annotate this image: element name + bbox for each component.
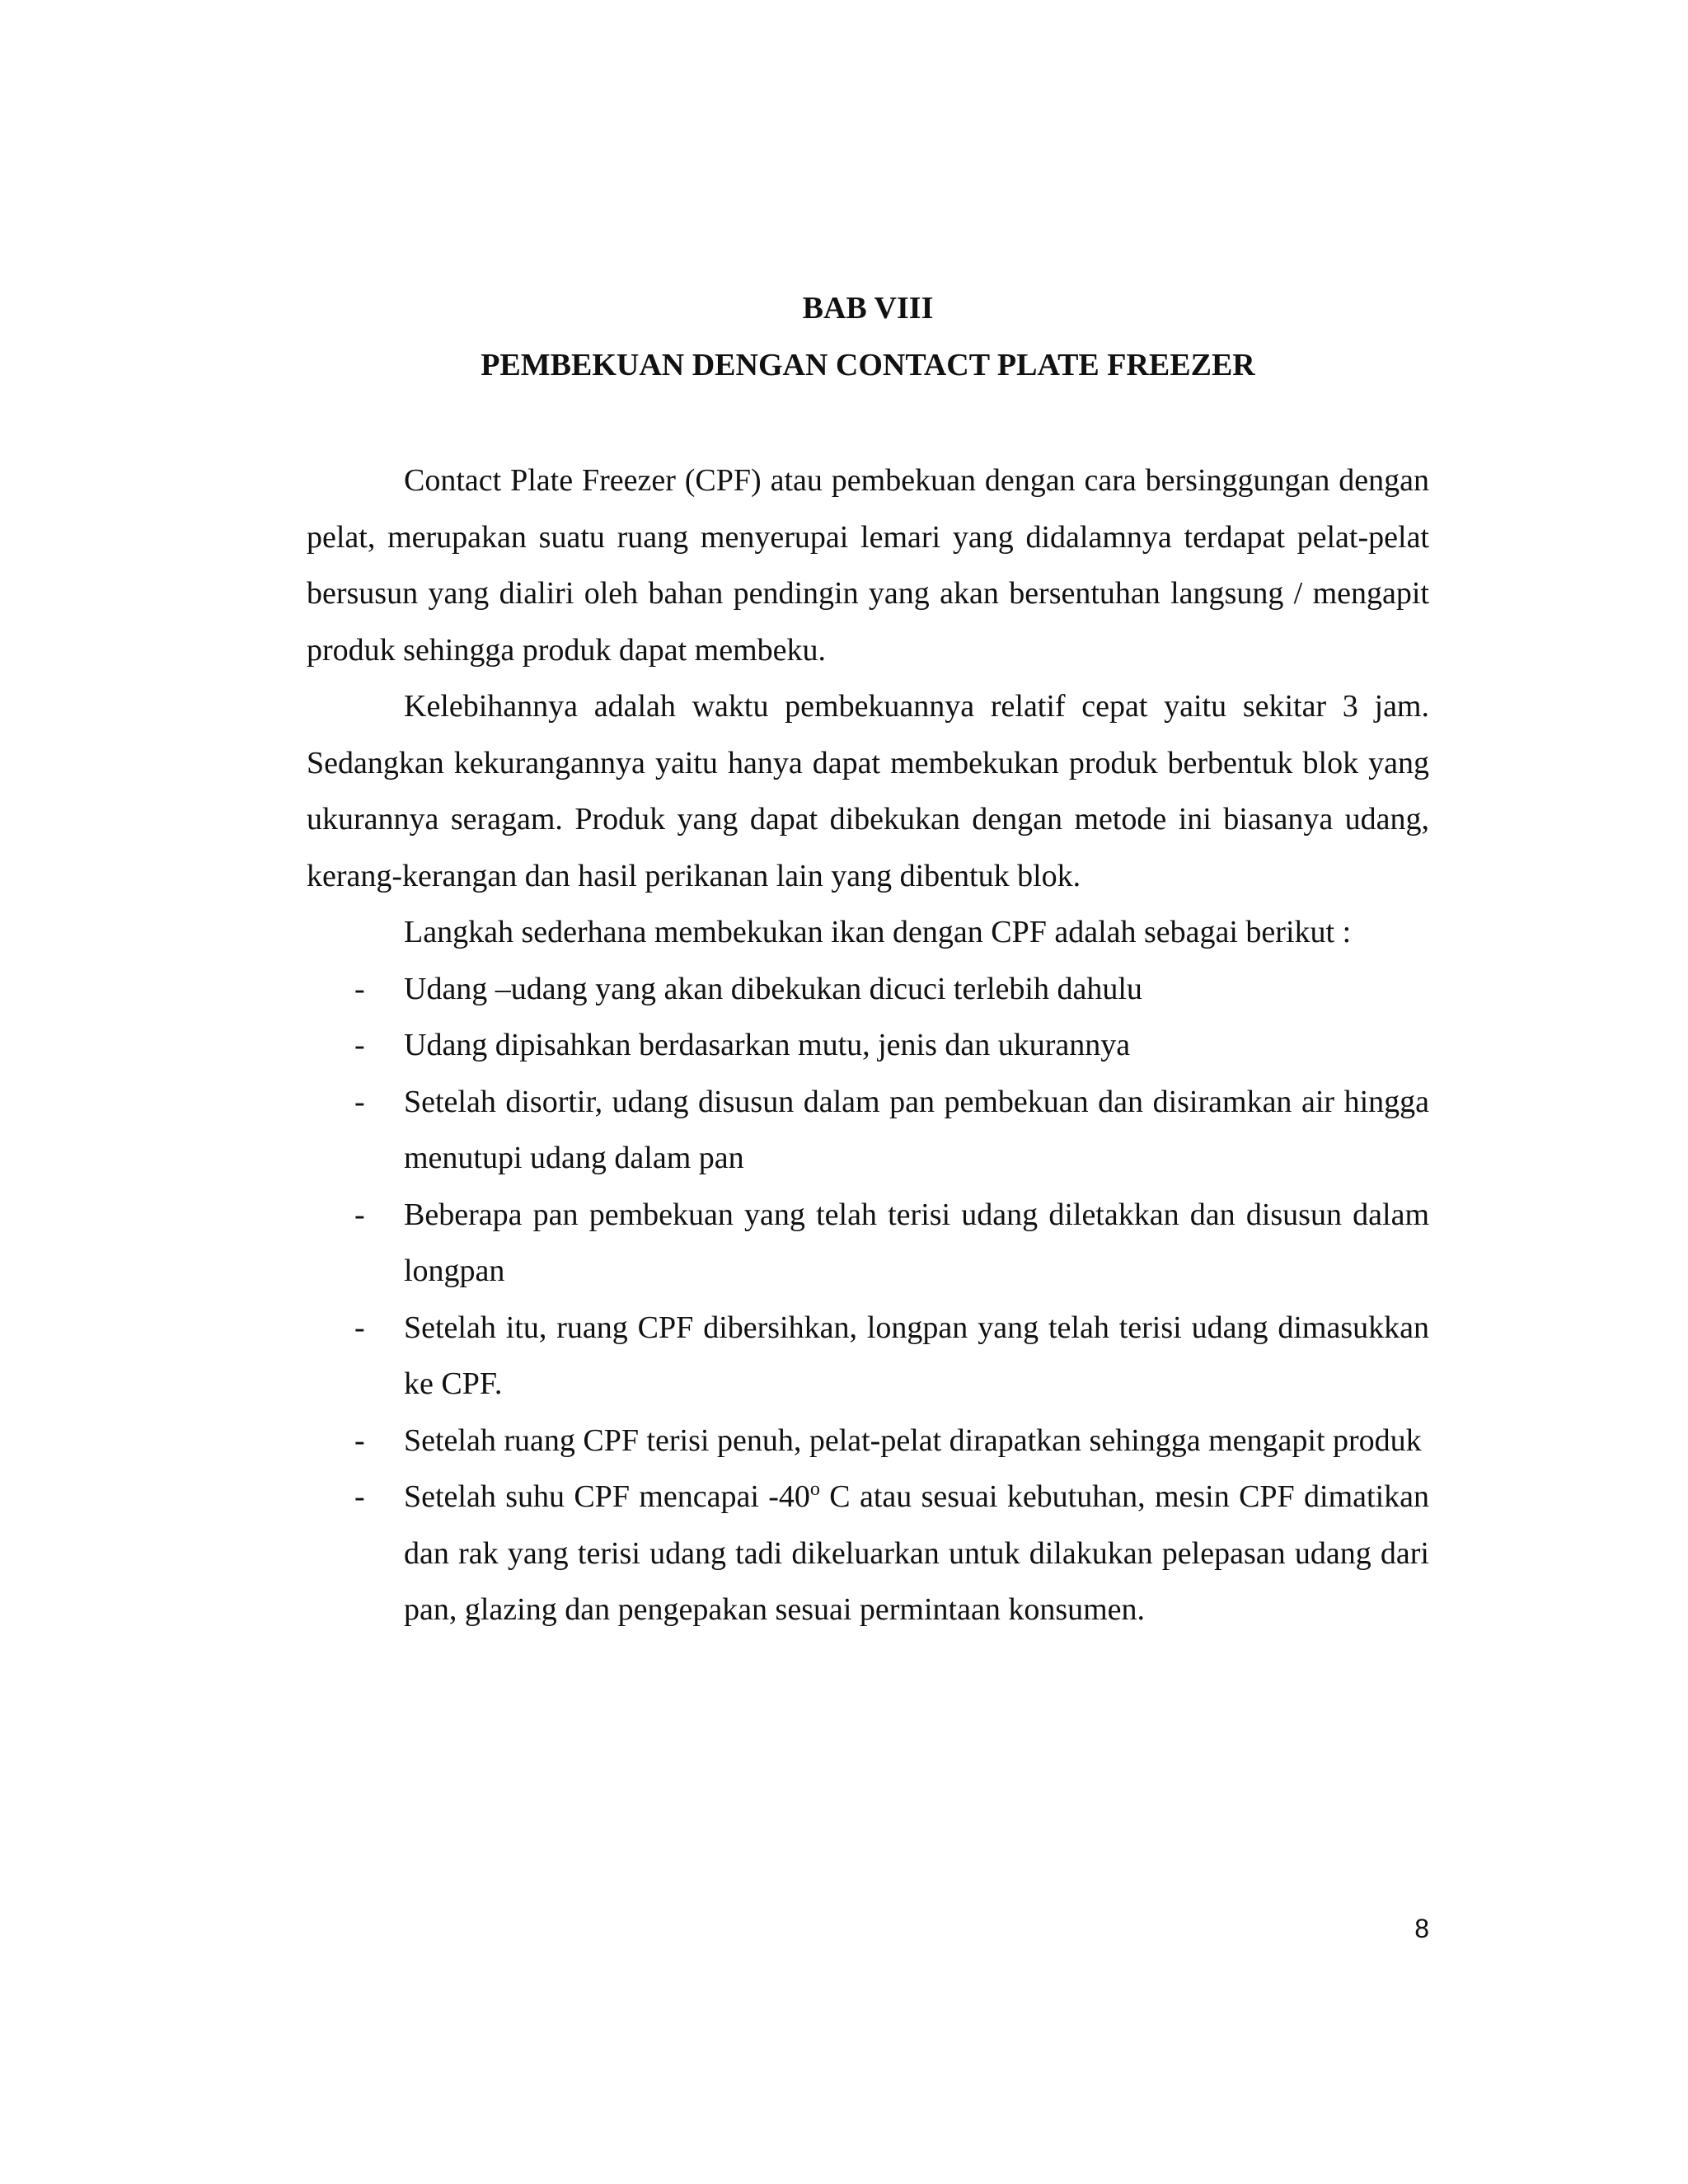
- list-item-text: Setelah itu, ruang CPF dibersihkan, longpan yang telah terisi udang dimasukkan ke CPF.: [404, 1310, 1429, 1401]
- list-item: [307, 1187, 1429, 1300]
- list-item-text: Udang –udang yang akan dibekukan dicuci terlebih dahulu: [404, 971, 1142, 1006]
- body-text: [307, 452, 1429, 1638]
- list-item-text: Setelah disortir, udang disusun dalam pan pembekuan dan disiramkan air hingga menutupi udang dalam pan: [404, 1084, 1429, 1175]
- steps-list: [307, 961, 1429, 1638]
- bullet-dash: -: [354, 1422, 365, 1458]
- degree-superscript: o: [809, 1479, 820, 1500]
- temperature-text: Setelah suhu CPF mencapai -40: [404, 1479, 810, 1514]
- bullet-dash: -: [354, 1310, 365, 1345]
- list-item: [307, 1469, 1429, 1638]
- bullet-dash: -: [354, 1028, 365, 1062]
- bullet-dash: -: [354, 1084, 365, 1119]
- list-item: [307, 1074, 1429, 1187]
- steps-intro: Langkah sederhana membekukan ikan dengan CPF adalah sebagai berikut :: [404, 915, 1352, 949]
- bullet-dash: -: [354, 971, 365, 1006]
- paragraph: Contact Plate Freezer (CPF) atau pembekuan dengan cara bersinggungan dengan pelat, merupakan suatu ruang menyerupai lemari yang didalamnya terdapat pelat-pelat bersusun yang dialiri oleh bahan pendingin yang akan bersentuhan langsung / mengapit produk sehingga produk dapat membeku.: [307, 463, 1429, 668]
- list-item: [307, 1300, 1429, 1413]
- list-item-text: Udang dipisahkan berdasarkan mutu, jenis dan ukurannya: [404, 1028, 1131, 1062]
- list-item-text: Setelah ruang CPF terisi penuh, pelat-pelat dirapatkan sehingga mengapit produk: [404, 1422, 1422, 1458]
- list-item: [307, 1017, 1429, 1074]
- paragraph: Kelebihannya adalah waktu pembekuannya relatif cepat yaitu sekitar 3 jam. Sedangkan kekurangannya yaitu hanya dapat membekukan produk berbentuk blok yang ukurannya seragam. Produk yang dapat dibekukan dengan metode ini biasanya udang, kerang-kerangan dan hasil perikanan lain yang dibentuk blok.: [307, 689, 1429, 893]
- bullet-dash: -: [354, 1479, 365, 1514]
- page-number: 8: [1414, 1914, 1429, 1943]
- temperature-text-continued: C atau sesuai kebutuhan, mesin CPF dimatikan dan rak yang terisi udang tadi dikeluarkan untuk dilakukan pelepasan udang dari pan, glazing dan pengepakan sesuai permintaan konsumen.: [404, 1479, 1430, 1627]
- bullet-dash: -: [354, 1197, 365, 1232]
- list-item-text: [404, 1479, 1429, 1627]
- chapter-title: PEMBEKUAN DENGAN CONTACT PLATE FREEZER: [481, 348, 1255, 382]
- list-item-text: Beberapa pan pembekuan yang telah terisi udang diletakkan dan disusun dalam longpan: [404, 1197, 1429, 1288]
- list-item: [307, 961, 1429, 1018]
- list-item: [307, 1413, 1429, 1469]
- chapter-heading: BAB VIII: [802, 291, 934, 326]
